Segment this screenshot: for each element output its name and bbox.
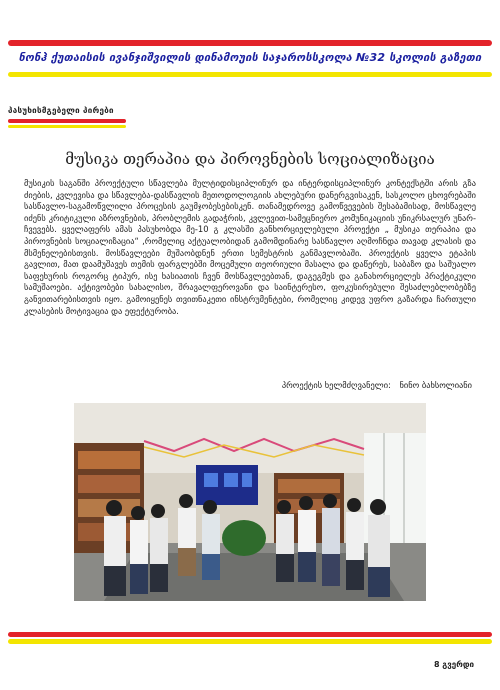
article-author <box>276 380 472 390</box>
section-red-bar <box>8 119 126 123</box>
article-body: მუსიკის საგანში პროექტული სწავლება მულტიდისციპლინურ და ინტერდისციპლინურ კონტექსტში არის გზა ძიების, კვლევისა და სწავლება-დასწავლის მეთოდოლოგიის ახლებური დანერგვისაკენ, სასკოლო ცხოვრებაში სასწავლო-საგამოწვლილი პროცესის გაუმჯობესებისკენ. თანამედროვე გამოწვევების შესაბამისად, მოსწავლე იძენს კრიტიკული აზროვნების, პრობლემის გადაჭრის, კვლევით-სამეცნიერო კომუნიკაციის უნიკრსალურ უნარ-ჩვევებს. ყველაფერს ამას პასუხობდა მე-10 გ კლასში განხორციელებული პროექტი „ მუსიკა თერაპია და პიროვნების სოციალიზაცია“ ,რომელიც აქტუალობიდან გამომდინარე სასწავლო აღმოჩნდა თავად კლასის და მსმენელებისთვის. მოსწავლეები მუშაობდნენ ერთი სემესტრის განმავლობაში. პროექტის ყველა ეტაპის გავლით, მათ დაამუშავეს თემის ფარგლებში მოცემული თეორიული მასალა და დაწერეს, საბაზო და საშუალო საფეხურის როგორც ტიპურ, ისე ხასიათის ჩვენ მოსწავლეებთან, დაგეგმეს და განახორციელეს პრაქტიკული სამუშაოები. აქტივობები სახალისო, შრავალფეროვანი და საინტერესო, ფოკუსირებული შესაძლებლობებზე განვითარებისთვის იყო. გამოიყენეს თვითნაკეთი ინსტრუმენტები, რომელიც კიდევ უფრო გაზარდა ჩართული კლასების მოტივაცია და ეფექტურობა. <box>24 178 476 316</box>
author-name: ნინო ბახსოლიანი <box>399 380 472 390</box>
header-yellow-bar <box>8 72 492 77</box>
page-number: 8 გვერდი <box>433 660 474 669</box>
section-yellow-bar <box>8 125 126 128</box>
article-title: მუსიკა თერაპია და პიროვნების სოციალიზაცია <box>65 150 435 168</box>
footer-yellow-bar <box>8 639 492 644</box>
header-red-bar <box>8 40 492 46</box>
footer-red-bar <box>8 632 492 637</box>
newspaper-title: ნონჰ ქუთაისის ივანჯიშვილის დინამოუის საჯაროსსკოლა №32 სკოლის გაზეთი <box>18 51 482 64</box>
section-label: პასუხისმგებელი პირები <box>8 106 114 115</box>
class-photo <box>74 403 426 601</box>
class-photo-illustration <box>74 403 426 601</box>
author-label: პროექტის ხელმძღვანელი: <box>281 380 391 390</box>
